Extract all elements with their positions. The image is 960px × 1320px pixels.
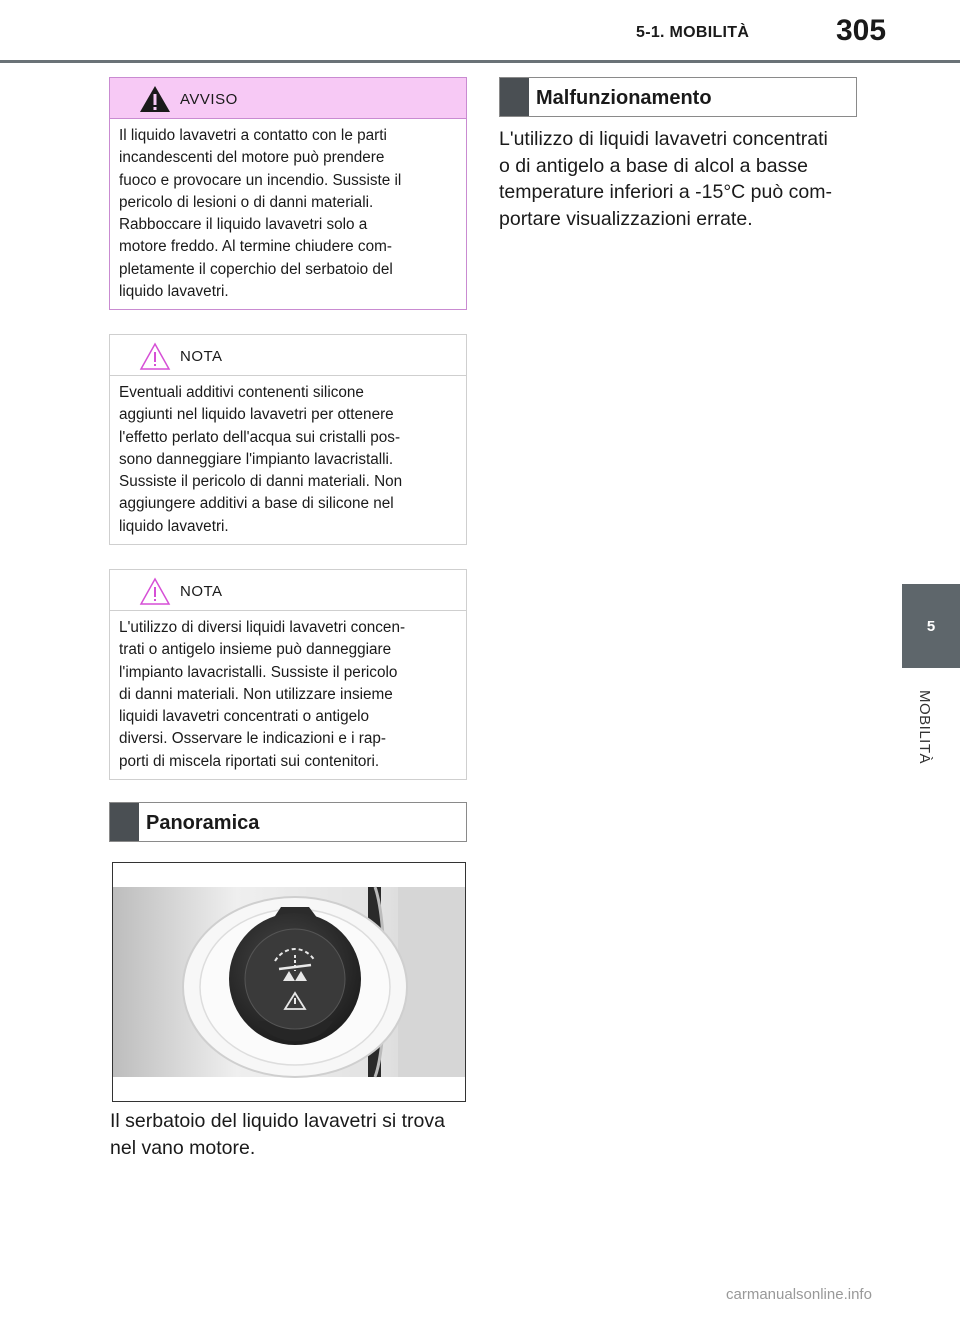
note-box [109,334,467,545]
warning-triangle-icon [138,84,172,114]
text-line: aggiunti nel liquido lavavetri per ottenere [119,406,394,424]
caution-triangle-icon [138,576,172,606]
text-line: l'effetto perlato dell'acqua sui cristalli pos- [119,428,401,446]
text-line: porti di miscela riportati sui contenitori. [119,752,380,770]
heading-bar [110,803,139,841]
heading-bar [500,78,529,116]
section-heading-malfunction [499,77,857,117]
reservoir-cap-photo [112,862,466,1102]
malfunction-paragraph [499,126,832,232]
text-line: sono danneggiare l'impianto lavacristalli. [119,450,394,468]
text-line: incandescenti del motore può prendere [119,149,385,167]
warning-body [110,119,466,315]
text-line: Rabboccare il liquido lavavetri solo a [119,216,368,234]
chapter-tab [902,584,960,668]
text-line: pletamente il coperchio del serbatoio del [119,260,393,278]
note-title: NOTA [180,583,223,600]
text-line: motore freddo. Al termine chiudere com- [119,238,392,256]
warning-box-header [110,78,466,119]
washer-reservoir-illustration [113,863,466,1102]
note-box-header [110,570,466,611]
text-line: Il serbatoio del liquido lavavetri si trova [110,1110,445,1132]
text-line: liquido lavavetri. [119,517,229,535]
overview-caption [110,1108,445,1161]
text-line: trati o antigelo insieme può danneggiare [119,641,392,659]
text-line: di danni materiali. Non utilizzare insieme [119,685,393,703]
text-line: aggiungere additivi a base di silicone nel [119,495,394,513]
chapter-side-label: MOBILITÀ [916,690,933,765]
section-heading-overview [109,802,467,842]
watermark: carmanualsonline.info [726,1286,872,1303]
running-header-section: 5-1. MOBILITÀ [636,24,750,41]
heading-label: Panoramica [146,812,260,834]
text-line: temperature inferiori a -15°C può com- [499,181,832,203]
header-rule [0,60,960,63]
text-line: pericolo di lesioni o di danni materiali. [119,193,374,211]
text-line: diversi. Osservare le indicazioni e i rap- [119,730,386,748]
chapter-number: 5 [926,617,936,635]
note-body [110,611,466,785]
caution-triangle-icon [138,341,172,371]
warning-title: AVVISO [180,91,238,108]
text-line: L'utilizzo di liquidi lavavetri concentrati [499,128,828,150]
text-line: Eventuali additivi contenenti silicone [119,384,364,401]
text-line: liquidi lavavetri concentrati o antigelo [119,708,369,726]
warning-box [109,77,467,310]
text-line: nel vano motore. [110,1136,256,1159]
note-title: NOTA [180,348,223,365]
text-line: L'utilizzo di diversi liquidi lavavetri concen- [119,619,406,636]
note-box [109,569,467,780]
text-line: fuoco e provocare un incendio. Sussiste il [119,171,402,189]
text-line: portare visualizzazioni errate. [499,207,753,230]
note-body [110,376,466,550]
text-line: liquido lavavetri. [119,283,229,301]
note-box-header [110,335,466,376]
text-line: o di antigelo a base di alcol a basse [499,154,808,177]
text-line: Il liquido lavavetri a contatto con le parti [119,127,387,144]
text-line: Sussiste il pericolo di danni materiali. Non [119,473,403,491]
text-line: l'impianto lavacristalli. Sussiste il pericolo [119,663,398,681]
heading-label: Malfunzionamento [536,87,712,109]
page-number: 305 [836,14,887,47]
